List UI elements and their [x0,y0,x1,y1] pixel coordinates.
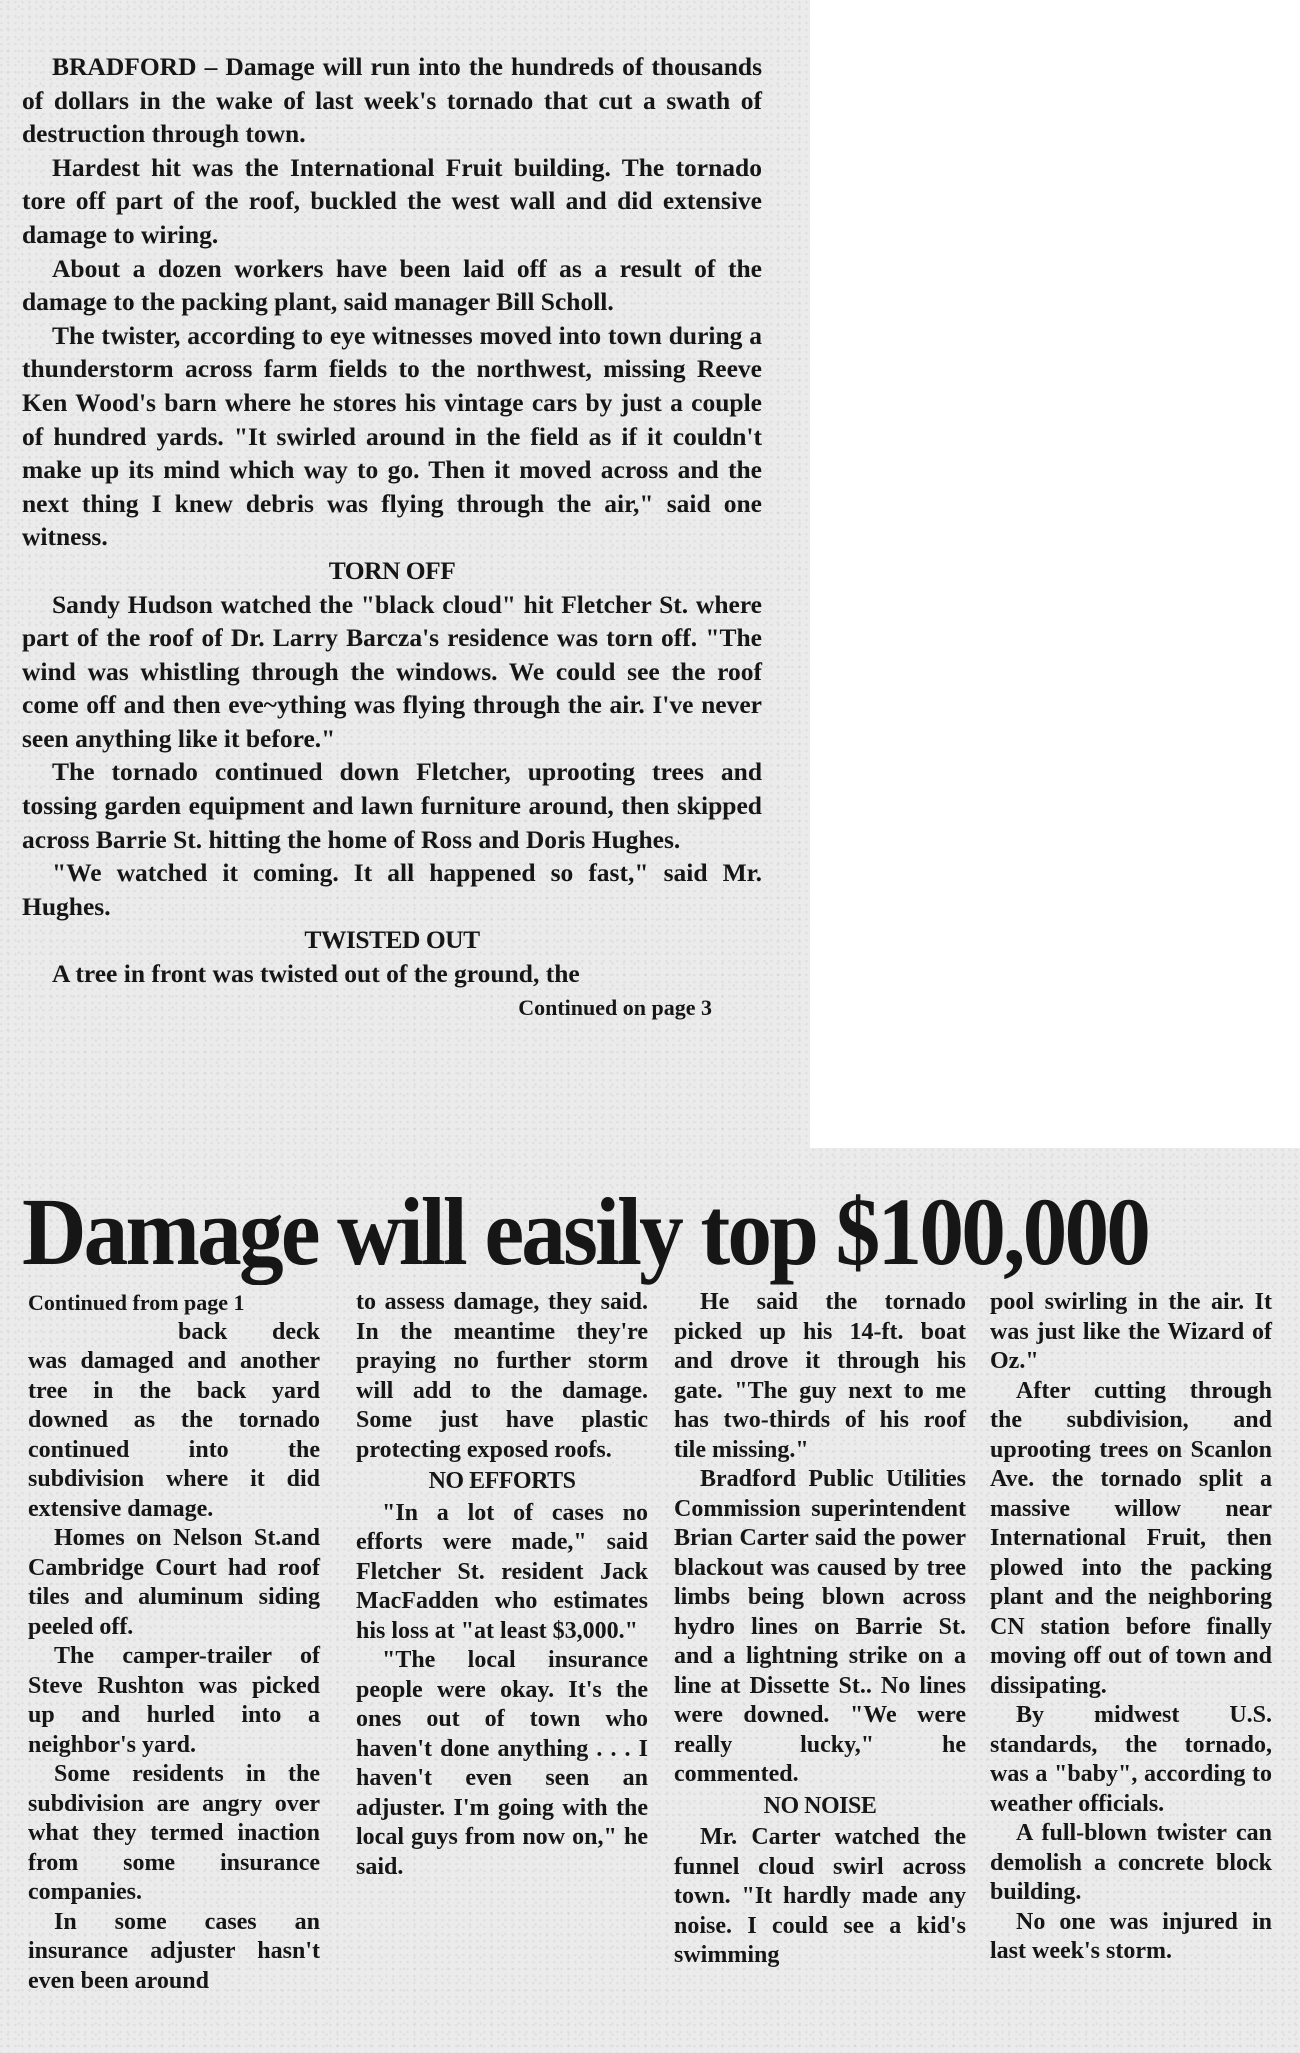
paragraph: After cutting through the subdivision, and uprooting trees on Scanlon Ave. the tornado split a massive willow near International Fruit, then plowed into the packing plant and the neighboring CN station before finally moving off out of town and dissipating. [990,1377,1272,1699]
paragraph: Mr. Carter watched the funnel cloud swirl across town. "It hardly made any noise. I could see a kid's swimming [674,1824,966,1968]
paragraph: No one was injured in last week's storm. [990,1908,1272,1964]
paragraph: BRADFORD – Damage will run into the hundreds of thousands of dollars in the wake of last week's tornado that cut a swath of destruction through town. [22,52,762,149]
subhead-no-noise: NO NOISE [763,1792,877,1819]
paragraph: The camper-trailer of Steve Rushton was picked up and hurled into a neighbor's yard. [28,1643,320,1758]
paragraph: Bradford Public Utilities Commission superintendent Brian Carter said the power blackout was caused by tree limbs being blown across hydro lines on Barrie St. and a lightning strike on a line at Dissette St.. No lines were downed. "We were really lucky," he commented. [674,1466,966,1787]
paragraph: By midwest U.S. standards, the tornado, was a "baby", according to weather officials. [990,1702,1272,1817]
column-3 [674,1288,966,1971]
paragraph: "We watched it coming. It all happened so fast," said Mr. Hughes. [22,858,762,921]
paragraph: Some residents in the subdivision are angry over what they termed inaction from some insurance companies. [28,1761,320,1905]
top-clipping [0,0,810,1148]
paragraph: In some cases an insurance adjuster hasn't even been around [28,1908,320,1994]
paragraph: to assess damage, they said. In the meantime they're praying no further storm will add to the damage. Some just have plastic protecting exposed roofs. [356,1289,648,1463]
paragraph: "The local insurance people were okay. It's the ones out of town who haven't done anything . . . I haven't even seen an adjuster. I'm going with the local guys from now on," he said. [356,1647,648,1880]
column-2 [356,1288,648,1882]
subhead-twisted-out: TWISTED OUT [304,925,480,955]
paragraph: He said the tornado picked up his 14-ft. boat and drove it through his gate. "The guy next to me has two-thirds of his roof tile missing." [674,1289,966,1463]
paragraph: The twister, according to eye witnesses moved into town during a thunderstorm across farm fields to the northwest, missing Reeve Ken Wood's barn where he stores his vintage cars by just a couple of hundred yards. "It swirled around in the field as if it couldn't make up its mind which way to go. Then it moved across and the next thing I knew debris was flying through the air," said one witness. [22,320,762,552]
continued-from-label: Continued from page 1 [28,1290,245,1315]
paragraph: Homes on Nelson St.and Cambridge Court had roof tiles and aluminum siding peeled off. [28,1525,320,1640]
paragraph: About a dozen workers have been laid off as a result of the damage to the packing plant, said manager Bill Scholl. [22,253,762,317]
paragraph: "In a lot of cases no efforts were made," said Fletcher St. resident Jack MacFadden who estimates his loss at "at least $3,000." [356,1499,648,1644]
headline: Damage will easily top $100,000 [22,1178,1149,1285]
top-article-body [22,50,762,1024]
column-4 [990,1288,1272,1967]
continued-on-label: Continued on page 3 [518,994,712,1020]
paragraph: back deck was damaged and another tree in the back yard downed as the tornado continued into the subdivision where it did extensive damage. [28,1318,320,1522]
paragraph: A full-blown twister can demolish a concrete block building. [990,1820,1272,1905]
column-1 [28,1288,320,1996]
paragraph: The tornado continued down Fletcher, uprooting trees and tossing garden equipment and lawn furniture around, then skipped across Barrie St. hitting the home of Ross and Doris Hughes. [22,757,762,854]
subhead-torn-off: TORN OFF [328,555,456,585]
paragraph: Sandy Hudson watched the "black cloud" hit Fletcher St. where part of the roof of Dr. Larry Barcza's residence was torn off. "The wind was whistling through the windows. We could see the roof come off and then eve~ything was flying through the air. I've never seen anything like it before." [22,589,762,753]
paragraph: Hardest hit was the International Fruit building. The tornado tore off part of the roof, buckled the west wall and did extensive damage to wiring. [22,152,762,249]
subhead-no-efforts: NO EFFORTS [428,1468,576,1494]
paragraph: pool swirling in the air. It was just like the Wizard of Oz." [990,1289,1272,1374]
paragraph: A tree in front was twisted out of the ground, the [52,959,580,989]
